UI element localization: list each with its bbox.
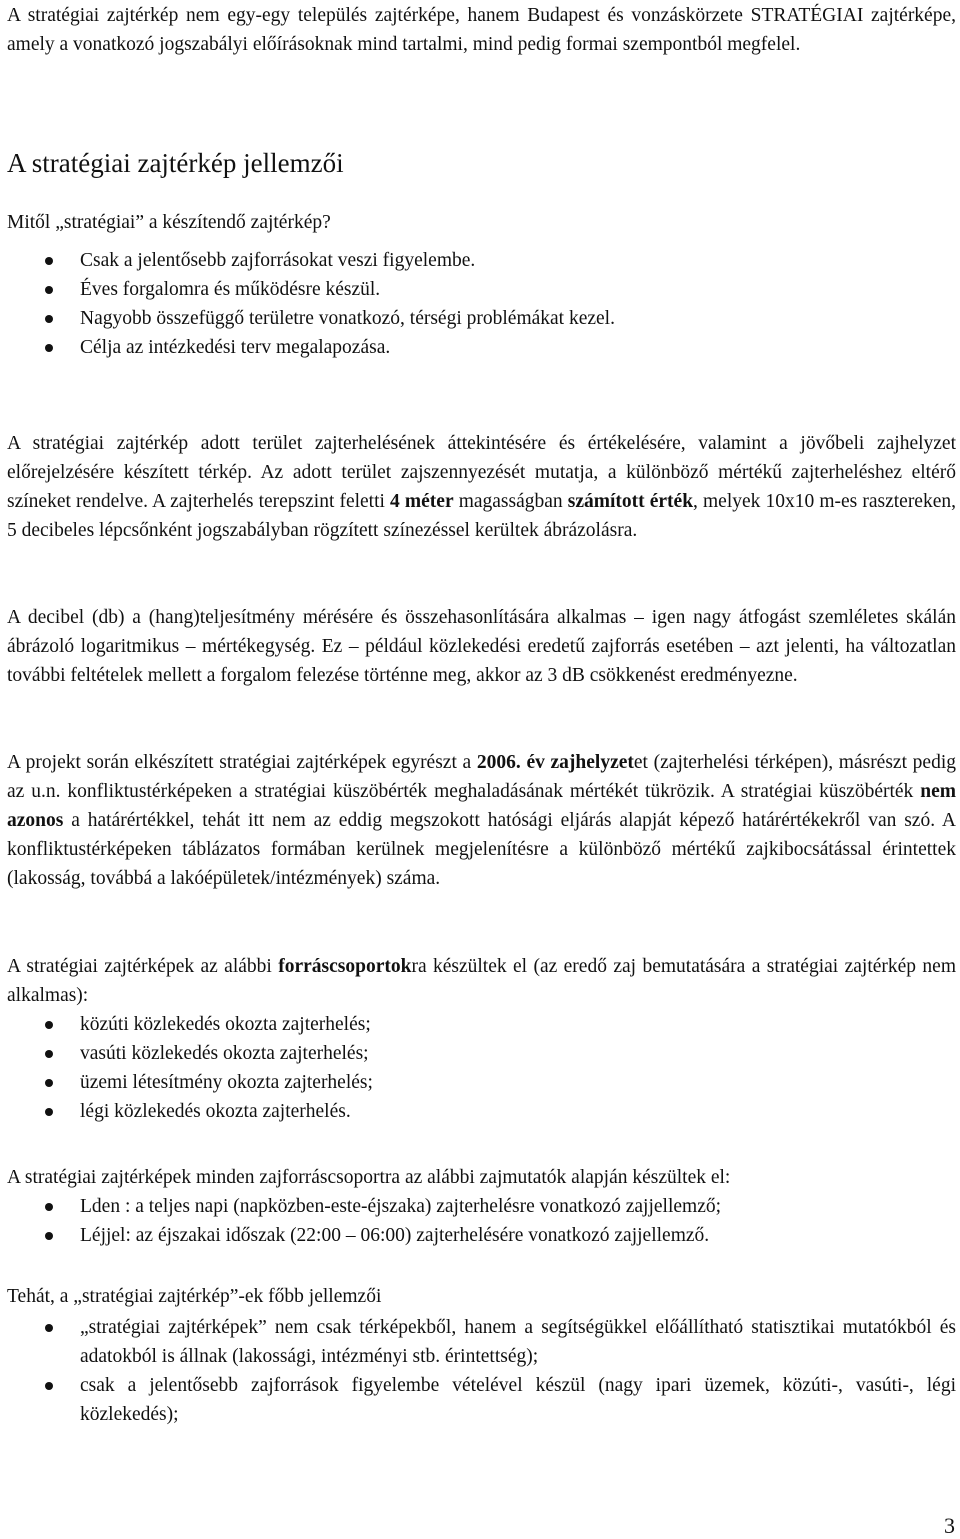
summary-list: [7, 1313, 956, 1429]
list-item: Nagyobb összefüggő területre vonatkozó, térségi problémákat kezel.: [7, 304, 956, 333]
page-number: 3: [944, 1513, 955, 1538]
bold-text: nem azonos: [7, 781, 956, 831]
paragraph-text: A konfliktustérképeken táblázatos formában kerülnek megjelenítésre a különböző mértékű zajkibocsátással érintettek (lakosság, továbbá a lakóépületek/intézmények) száma.: [7, 810, 956, 889]
bold-text: számított érték: [567, 491, 694, 512]
bold-text: 4 méter: [390, 491, 454, 512]
paragraph-project: [7, 748, 956, 893]
paragraph-text: A decibel (db) a (hang)teljesítmény mérésére és összehasonlítására alkalmas – igen nagy átfogást szemléletes skálán ábrázoló logaritmikus – mértékegység.: [7, 607, 956, 657]
section-heading: A stratégiai zajtérkép jellemzői: [7, 148, 344, 178]
paragraph-text: et (zajterhelési térképen), másrészt pedig az u.n. konfliktustérképeken a stratégiai küszöbérték meghaladásának mértékét tükrözik. A stratégiai küszöbérték: [7, 752, 957, 802]
list-item: Csak a jelentősebb zajforrásokat veszi figyelembe.: [7, 246, 956, 275]
paragraph-indicators-intro: A stratégiai zajtérképek minden zajforráscsoportra az alábbi zajmutatók alapján készültek el:: [7, 1167, 731, 1188]
paragraph-text: ra készültek el (az eredő zaj bemutatására a stratégiai zajtérkép nem alkalmas):: [7, 956, 956, 1006]
features-list: [7, 246, 956, 362]
indicators-list: [7, 1192, 956, 1250]
paragraph-text: a határértékkel, tehát itt nem az eddig megszokott hatósági eljárás alapját képező határértékekről van szó.: [63, 810, 936, 831]
paragraph-text: magasságban: [453, 491, 568, 512]
paragraph-sources-intro: [7, 952, 956, 1010]
paragraph-text: Ez – például közlekedési eredetű zajforrás esetében – azt jelenti, ha változatlan további feltételek mellett a forgalom felezése történne meg, akkor az 3 dB csökkenést eredményezne.: [7, 636, 957, 686]
intro-paragraph: A stratégiai zajtérkép nem egy-egy település zajtérképe, hanem Budapest és vonzáskörzete STRATÉGIAI zajtérképe, amely a vonatkozó jogszabályi előírásoknak mind tartalmi, mind pedig formai szempontból megfelel.: [7, 5, 956, 55]
paragraph-text: A projekt során elkészített stratégiai zajtérképek egyrészt a: [7, 752, 477, 773]
paragraph-text: A zajterhelés terepszint feletti: [152, 491, 391, 512]
paragraph-decibel: [7, 603, 956, 690]
list-item: üzemi létesítmény okozta zajterhelés;: [7, 1068, 956, 1097]
paragraph-text: A stratégiai zajtérkép adott terület zajterhelésének áttekintésére és értékelésére, valamint a jövőbeli zajhelyzet előrejelzésére készített térkép. Az adott terület zajszennyezését mutatja, a különböző mértékű zajterheléshez eltérő színeket rendelve.: [7, 433, 956, 512]
list-item: Célja az intézkedési terv megalapozása.: [7, 333, 956, 362]
bold-text: forráscsoportok: [278, 956, 412, 977]
paragraph-summary-intro: Tehát, a „stratégiai zajtérkép”-ek főbb jellemzői: [7, 1286, 382, 1307]
bold-text: 2006. év zajhelyzet: [476, 752, 634, 773]
paragraph-text: , melyek 10x10 m-es rasztereken, 5 decibeles lépcsőnként jogszabályban rögzített színezéssel kerültek ábrázolásra.: [7, 491, 956, 541]
list-item: Léjjel: az éjszakai időszak (22:00 – 06:00) zajterhelésére vonatkozó zajjellemző.: [7, 1221, 956, 1250]
paragraph-definition: [7, 429, 956, 545]
sources-list: [7, 1010, 956, 1126]
list-item: közúti közlekedés okozta zajterhelés;: [7, 1010, 956, 1039]
list-item: Lden : a teljes napi (napközben-este-éjszaka) zajterhelésre vonatkozó zajjellemző;: [7, 1192, 956, 1221]
list-item: Éves forgalomra és működésre készül.: [7, 275, 956, 304]
question-line: Mitől „stratégiai” a készítendő zajtérkép?: [7, 212, 331, 233]
list-item: vasúti közlekedés okozta zajterhelés;: [7, 1039, 956, 1068]
paragraph-text: A stratégiai zajtérképek az alábbi: [7, 956, 279, 977]
list-item: csak a jelentősebb zajforrások figyelembe vételével készül (nagy ipari üzemek, közúti-, vasúti-, légi közlekedés);: [7, 1371, 956, 1429]
list-item: légi közlekedés okozta zajterhelés.: [7, 1097, 956, 1126]
list-item: „stratégiai zajtérképek” nem csak térképekből, hanem a segítségükkel előállítható statisztikai mutatókból és adatokból is állnak (lakossági, intézményi stb. érintettség);: [7, 1313, 956, 1371]
